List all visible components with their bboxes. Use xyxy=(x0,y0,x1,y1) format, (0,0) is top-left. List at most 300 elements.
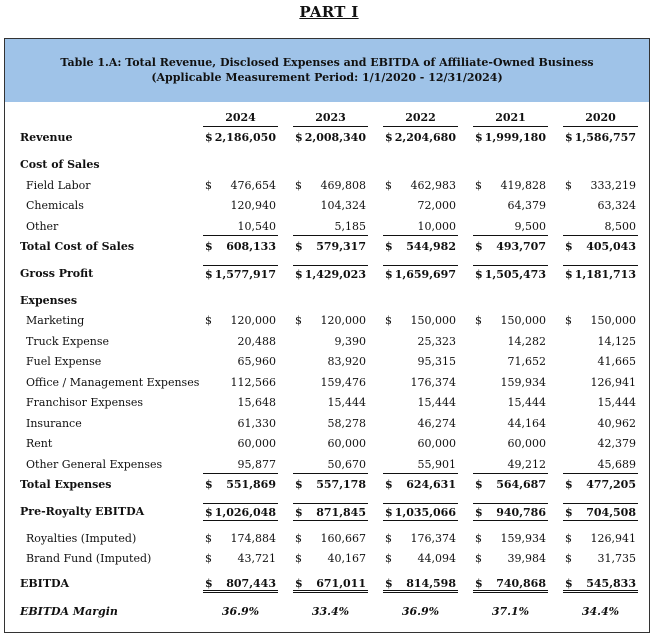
value-cell xyxy=(563,530,638,548)
cell-value: 9,390 xyxy=(334,335,366,348)
value-cell xyxy=(293,456,368,474)
cell-value: 14,282 xyxy=(507,335,546,348)
table-row xyxy=(5,156,649,174)
table-row xyxy=(5,265,649,283)
currency-symbol: $ xyxy=(205,314,212,327)
currency-symbol: $ xyxy=(205,240,213,253)
row-label: Total Cost of Sales xyxy=(20,240,135,253)
table-row xyxy=(5,238,649,256)
cell-value: 10,000 xyxy=(417,220,456,233)
value-cell xyxy=(293,530,368,548)
value-cell xyxy=(563,550,638,568)
value-cell xyxy=(563,575,638,593)
cell-value: 43,721 xyxy=(237,552,276,565)
currency-symbol: $ xyxy=(565,314,572,327)
value-cell xyxy=(383,374,458,392)
currency-symbol: $ xyxy=(205,552,212,565)
row-label: Brand Fund (Imputed) xyxy=(26,552,152,565)
cell-value: 1,181,713 xyxy=(574,268,636,281)
value-cell xyxy=(203,476,278,494)
value-cell xyxy=(473,177,548,195)
value-cell xyxy=(473,550,548,568)
currency-symbol: $ xyxy=(295,532,302,545)
year-label: 2022 xyxy=(405,111,436,124)
value-cell xyxy=(383,238,458,256)
row-label: Revenue xyxy=(20,131,73,144)
currency-symbol: $ xyxy=(385,577,393,590)
value-cell xyxy=(293,238,368,256)
value-cell xyxy=(473,530,548,548)
cell-value: 940,786 xyxy=(496,506,546,519)
cell-value: 63,324 xyxy=(597,199,636,212)
cell-value: 150,000 xyxy=(410,314,456,327)
table-row xyxy=(5,550,649,568)
value-cell xyxy=(383,530,458,548)
value-cell xyxy=(473,265,548,283)
year-header xyxy=(203,109,278,127)
currency-symbol: $ xyxy=(385,314,392,327)
value-cell xyxy=(293,503,368,521)
cell-value: 704,508 xyxy=(586,506,636,519)
value-cell xyxy=(473,238,548,256)
value-cell xyxy=(563,265,638,283)
cell-value: 557,178 xyxy=(316,478,366,491)
year-label: 2023 xyxy=(315,111,346,124)
currency-symbol: $ xyxy=(565,240,573,253)
value-cell xyxy=(563,435,638,453)
cell-value: 40,167 xyxy=(327,552,366,565)
table-row xyxy=(5,394,649,412)
cell-value: 60,000 xyxy=(237,437,276,450)
value-cell xyxy=(203,218,278,236)
currency-symbol: $ xyxy=(295,179,302,192)
value-cell xyxy=(563,197,638,215)
row-label: Franchisor Expenses xyxy=(26,396,143,409)
currency-symbol: $ xyxy=(205,577,213,590)
cell-value: 477,205 xyxy=(586,478,636,491)
table-row xyxy=(5,503,649,521)
value-cell xyxy=(203,177,278,195)
value-cell xyxy=(293,603,368,621)
value-cell xyxy=(383,394,458,412)
currency-symbol: $ xyxy=(565,577,573,590)
cell-value: 49,212 xyxy=(507,458,546,471)
cell-value: 174,884 xyxy=(230,532,276,545)
value-cell xyxy=(563,218,638,236)
cell-value: 2,008,340 xyxy=(304,131,366,144)
table-row xyxy=(5,353,649,371)
currency-symbol: $ xyxy=(475,506,483,519)
cell-value: 72,000 xyxy=(417,199,456,212)
cell-value: 45,689 xyxy=(597,458,636,471)
table-row xyxy=(5,530,649,548)
part-title: PART I xyxy=(299,3,359,21)
currency-symbol: $ xyxy=(205,131,213,144)
value-cell xyxy=(563,238,638,256)
year-header xyxy=(293,109,368,127)
cell-value: 55,901 xyxy=(417,458,456,471)
table-row xyxy=(5,435,649,453)
value-cell xyxy=(203,265,278,283)
table-row xyxy=(5,415,649,433)
cell-value: 544,982 xyxy=(406,240,456,253)
cell-value: 1,035,066 xyxy=(394,506,456,519)
currency-symbol: $ xyxy=(385,179,392,192)
cell-value: 50,670 xyxy=(327,458,366,471)
cell-value: 150,000 xyxy=(500,314,546,327)
value-cell xyxy=(203,603,278,621)
cell-value: 1,505,473 xyxy=(484,268,546,281)
cell-value: 405,043 xyxy=(586,240,636,253)
currency-symbol: $ xyxy=(475,268,483,281)
value-cell xyxy=(203,575,278,593)
cell-value: 126,941 xyxy=(590,376,636,389)
currency-symbol: $ xyxy=(475,314,482,327)
value-cell xyxy=(203,456,278,474)
value-cell xyxy=(293,129,368,147)
year-header xyxy=(473,109,548,127)
table-row xyxy=(5,476,649,494)
value-cell xyxy=(383,177,458,195)
cell-value: 41,665 xyxy=(597,355,636,368)
cell-value: 1,586,757 xyxy=(574,131,636,144)
value-cell xyxy=(293,476,368,494)
cell-value: 64,379 xyxy=(507,199,546,212)
cell-value: 10,540 xyxy=(237,220,276,233)
currency-symbol: $ xyxy=(475,577,483,590)
currency-symbol: $ xyxy=(565,552,572,565)
value-cell xyxy=(473,503,548,521)
cell-value: 42,379 xyxy=(597,437,636,450)
value-cell xyxy=(293,218,368,236)
value-cell xyxy=(383,603,458,621)
year-label: 2021 xyxy=(495,111,526,124)
year-header xyxy=(563,109,638,127)
value-cell xyxy=(563,476,638,494)
currency-symbol: $ xyxy=(475,532,482,545)
cell-value: 608,133 xyxy=(226,240,276,253)
value-cell xyxy=(203,374,278,392)
cell-value: 807,443 xyxy=(226,577,276,590)
cell-value: 564,687 xyxy=(496,478,546,491)
cell-value: 120,000 xyxy=(230,314,276,327)
cell-value: 95,877 xyxy=(237,458,276,471)
cell-value: 31,735 xyxy=(597,552,636,565)
value-cell xyxy=(203,530,278,548)
row-label: Field Labor xyxy=(26,179,91,192)
row-label: Expenses xyxy=(20,294,78,307)
cell-value: 476,654 xyxy=(230,179,276,192)
value-cell xyxy=(563,394,638,412)
currency-symbol: $ xyxy=(385,240,393,253)
table-row xyxy=(5,374,649,392)
cell-value: 37.1% xyxy=(491,605,530,618)
cell-value: 15,648 xyxy=(237,396,276,409)
cell-value: 1,659,697 xyxy=(394,268,456,281)
cell-value: 46,274 xyxy=(417,417,456,430)
row-label: Chemicals xyxy=(26,199,84,212)
currency-symbol: $ xyxy=(205,268,213,281)
cell-value: 126,941 xyxy=(590,532,636,545)
cell-value: 83,920 xyxy=(327,355,366,368)
value-cell xyxy=(203,415,278,433)
row-label: Rent xyxy=(26,437,53,450)
value-cell xyxy=(473,394,548,412)
currency-symbol: $ xyxy=(565,478,573,491)
table-frame xyxy=(4,38,650,633)
cell-value: 740,868 xyxy=(496,577,546,590)
cell-value: 9,500 xyxy=(514,220,546,233)
table-subtitle: (Applicable Measurement Period: 1/1/2020 - 12/31/2024) xyxy=(151,71,503,84)
row-label: Gross Profit xyxy=(20,267,94,280)
cell-value: 15,444 xyxy=(327,396,366,409)
currency-symbol: $ xyxy=(565,179,572,192)
cell-value: 1,577,917 xyxy=(214,268,276,281)
currency-symbol: $ xyxy=(205,179,212,192)
value-cell xyxy=(203,353,278,371)
value-cell xyxy=(293,197,368,215)
row-label: Royalties (Imputed) xyxy=(26,532,137,545)
cell-value: 15,444 xyxy=(417,396,456,409)
currency-symbol: $ xyxy=(565,268,573,281)
value-cell xyxy=(383,435,458,453)
value-cell xyxy=(563,374,638,392)
currency-symbol: $ xyxy=(565,506,573,519)
cell-value: 14,125 xyxy=(597,335,636,348)
cell-value: 40,962 xyxy=(597,417,636,430)
cell-value: 60,000 xyxy=(417,437,456,450)
cell-value: 462,983 xyxy=(410,179,456,192)
value-cell xyxy=(293,550,368,568)
value-cell xyxy=(203,503,278,521)
cell-value: 2,204,680 xyxy=(394,131,456,144)
currency-symbol: $ xyxy=(475,179,482,192)
cell-value: 5,185 xyxy=(334,220,366,233)
table-row xyxy=(5,575,649,593)
value-cell xyxy=(383,129,458,147)
currency-symbol: $ xyxy=(475,552,482,565)
value-cell xyxy=(293,265,368,283)
value-cell xyxy=(203,435,278,453)
value-cell xyxy=(473,333,548,351)
value-cell xyxy=(473,353,548,371)
cell-value: 176,374 xyxy=(410,376,456,389)
value-cell xyxy=(203,333,278,351)
cell-value: 95,315 xyxy=(417,355,456,368)
cell-value: 33.4% xyxy=(311,605,350,618)
value-cell xyxy=(563,129,638,147)
year-label: 2020 xyxy=(585,111,616,124)
value-cell xyxy=(563,415,638,433)
cell-value: 15,444 xyxy=(597,396,636,409)
cell-value: 814,598 xyxy=(406,577,456,590)
value-cell xyxy=(383,476,458,494)
value-cell xyxy=(563,503,638,521)
value-cell xyxy=(383,333,458,351)
currency-symbol: $ xyxy=(295,240,303,253)
cell-value: 15,444 xyxy=(507,396,546,409)
value-cell xyxy=(293,435,368,453)
currency-symbol: $ xyxy=(385,552,392,565)
value-cell xyxy=(203,238,278,256)
cell-value: 65,960 xyxy=(237,355,276,368)
currency-symbol: $ xyxy=(475,478,483,491)
cell-value: 1,026,048 xyxy=(214,506,276,519)
currency-symbol: $ xyxy=(295,506,303,519)
cell-value: 36.9% xyxy=(401,605,440,618)
cell-value: 2,186,050 xyxy=(214,131,276,144)
cell-value: 671,011 xyxy=(316,577,366,590)
table-row xyxy=(5,333,649,351)
row-label: Marketing xyxy=(26,314,85,327)
value-cell xyxy=(293,374,368,392)
row-label: Other xyxy=(26,220,59,233)
cell-value: 44,094 xyxy=(417,552,456,565)
value-cell xyxy=(293,177,368,195)
value-cell xyxy=(563,177,638,195)
cell-value: 8,500 xyxy=(604,220,636,233)
currency-symbol: $ xyxy=(385,506,393,519)
currency-symbol: $ xyxy=(295,314,302,327)
table-title: Table 1.A: Total Revenue, Disclosed Expenses and EBITDA of Affiliate-Owned Business xyxy=(60,56,594,69)
cell-value: 1,429,023 xyxy=(304,268,366,281)
currency-symbol: $ xyxy=(295,268,303,281)
table-row xyxy=(5,129,649,147)
value-cell xyxy=(383,197,458,215)
row-label: EBITDA xyxy=(20,577,70,590)
row-label: Fuel Expense xyxy=(26,355,102,368)
value-cell xyxy=(203,550,278,568)
value-cell xyxy=(563,333,638,351)
value-cell xyxy=(563,456,638,474)
row-label: Pre-Royalty EBITDA xyxy=(20,505,145,518)
value-cell xyxy=(473,575,548,593)
value-cell xyxy=(293,415,368,433)
currency-symbol: $ xyxy=(475,131,483,144)
cell-value: 579,317 xyxy=(316,240,366,253)
table-row xyxy=(5,456,649,474)
value-cell xyxy=(563,603,638,621)
cell-value: 1,999,180 xyxy=(484,131,546,144)
cell-value: 493,707 xyxy=(496,240,546,253)
value-cell xyxy=(473,218,548,236)
value-cell xyxy=(383,503,458,521)
cell-value: 120,940 xyxy=(230,199,276,212)
cell-value: 104,324 xyxy=(320,199,366,212)
cell-value: 44,164 xyxy=(507,417,546,430)
table-row xyxy=(5,603,649,621)
row-label: EBITDA Margin xyxy=(20,605,118,618)
value-cell xyxy=(473,129,548,147)
year-header xyxy=(383,109,458,127)
value-cell xyxy=(473,415,548,433)
cell-value: 419,828 xyxy=(500,179,546,192)
cell-value: 159,934 xyxy=(500,376,546,389)
value-cell xyxy=(203,312,278,330)
currency-symbol: $ xyxy=(385,532,392,545)
value-cell xyxy=(293,312,368,330)
cell-value: 60,000 xyxy=(507,437,546,450)
year-header-row xyxy=(5,109,649,127)
value-cell xyxy=(383,575,458,593)
cell-value: 20,488 xyxy=(237,335,276,348)
cell-value: 176,374 xyxy=(410,532,456,545)
currency-symbol: $ xyxy=(385,478,393,491)
currency-symbol: $ xyxy=(205,506,213,519)
table-row xyxy=(5,177,649,195)
table-header xyxy=(5,39,649,102)
cell-value: 39,984 xyxy=(507,552,546,565)
cell-value: 36.9% xyxy=(221,605,260,618)
currency-symbol: $ xyxy=(295,131,303,144)
currency-symbol: $ xyxy=(205,478,213,491)
row-label: Cost of Sales xyxy=(20,158,100,171)
value-cell xyxy=(473,312,548,330)
value-cell xyxy=(203,129,278,147)
value-cell xyxy=(473,603,548,621)
currency-symbol: $ xyxy=(565,532,572,545)
cell-value: 469,808 xyxy=(320,179,366,192)
value-cell xyxy=(383,218,458,236)
value-cell xyxy=(203,197,278,215)
cell-value: 61,330 xyxy=(237,417,276,430)
cell-value: 333,219 xyxy=(590,179,636,192)
cell-value: 71,652 xyxy=(507,355,546,368)
cell-value: 159,476 xyxy=(320,376,366,389)
value-cell xyxy=(473,476,548,494)
cell-value: 159,934 xyxy=(500,532,546,545)
value-cell xyxy=(473,435,548,453)
currency-symbol: $ xyxy=(385,268,393,281)
cell-value: 551,869 xyxy=(226,478,276,491)
value-cell xyxy=(563,353,638,371)
value-cell xyxy=(293,353,368,371)
cell-value: 25,323 xyxy=(417,335,456,348)
cell-value: 112,566 xyxy=(230,376,276,389)
table-row xyxy=(5,312,649,330)
value-cell xyxy=(293,333,368,351)
value-cell xyxy=(203,394,278,412)
cell-value: 60,000 xyxy=(327,437,366,450)
cell-value: 34.4% xyxy=(581,605,620,618)
cell-value: 120,000 xyxy=(320,314,366,327)
currency-symbol: $ xyxy=(475,240,483,253)
currency-symbol: $ xyxy=(295,577,303,590)
value-cell xyxy=(383,312,458,330)
cell-value: 545,833 xyxy=(586,577,636,590)
value-cell xyxy=(383,353,458,371)
currency-symbol: $ xyxy=(385,131,393,144)
value-cell xyxy=(473,197,548,215)
currency-symbol: $ xyxy=(205,532,212,545)
value-cell xyxy=(383,550,458,568)
row-label: Office / Management Expenses xyxy=(26,376,200,389)
currency-symbol: $ xyxy=(565,131,573,144)
table-row xyxy=(5,197,649,215)
cell-value: 160,667 xyxy=(320,532,366,545)
value-cell xyxy=(293,394,368,412)
cell-value: 150,000 xyxy=(590,314,636,327)
cell-value: 58,278 xyxy=(327,417,366,430)
value-cell xyxy=(473,374,548,392)
table-row xyxy=(5,218,649,236)
currency-symbol: $ xyxy=(295,552,302,565)
row-label: Total Expenses xyxy=(20,478,112,491)
row-label: Truck Expense xyxy=(26,335,110,348)
row-label: Other General Expenses xyxy=(26,458,163,471)
row-label: Insurance xyxy=(26,417,82,430)
value-cell xyxy=(383,265,458,283)
